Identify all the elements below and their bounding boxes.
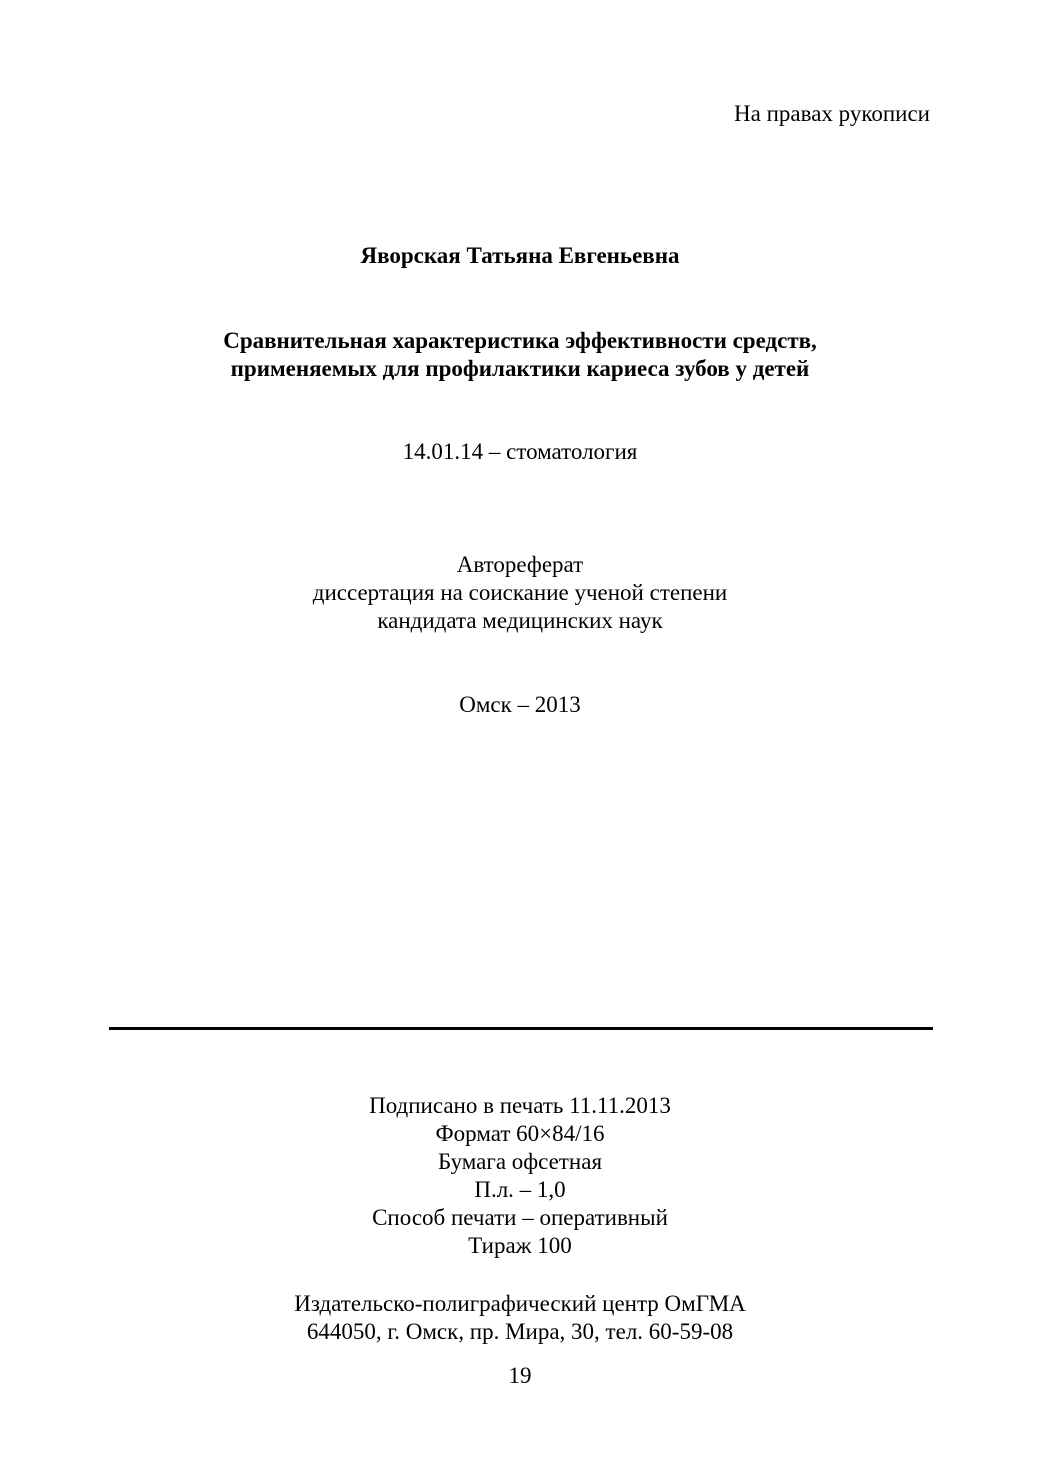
publisher-address: 644050, г. Омск, пр. Мира, 30, тел. 60-59-08: [306, 1319, 734, 1344]
specialty-code: 14.01.14 – стоматология: [402, 439, 638, 464]
imprint-paper: Бумага офсетная: [437, 1149, 603, 1174]
abstract-field-line: кандидата медицинских наук: [377, 608, 663, 633]
imprint-print-method: Способ печати – оперативный: [372, 1205, 668, 1230]
title-line-1: Сравнительная характеристика эффективности средств,: [223, 328, 817, 353]
publisher-name: Издательско-полиграфический центр ОмГМА: [294, 1291, 746, 1316]
abstract-degree-line: диссертация на соискание ученой степени: [312, 580, 728, 605]
author-name: Яворская Татьяна Евгеньевна: [360, 243, 680, 268]
title-line-2: применяемых для профилактики кариеса зубов у детей: [230, 356, 810, 381]
abstract-label: Автореферат: [456, 552, 584, 577]
imprint-circulation: Тираж 100: [468, 1233, 572, 1258]
divider-rule: [109, 1027, 933, 1030]
imprint-sheets: П.л. – 1,0: [474, 1177, 566, 1202]
imprint-format: Формат 60×84/16: [435, 1121, 605, 1146]
place-year: Омск – 2013: [459, 692, 581, 717]
imprint-signed: Подписано в печать 11.11.2013: [369, 1093, 671, 1118]
page-number: 19: [508, 1363, 532, 1388]
manuscript-note: На правах рукописи: [734, 101, 930, 126]
